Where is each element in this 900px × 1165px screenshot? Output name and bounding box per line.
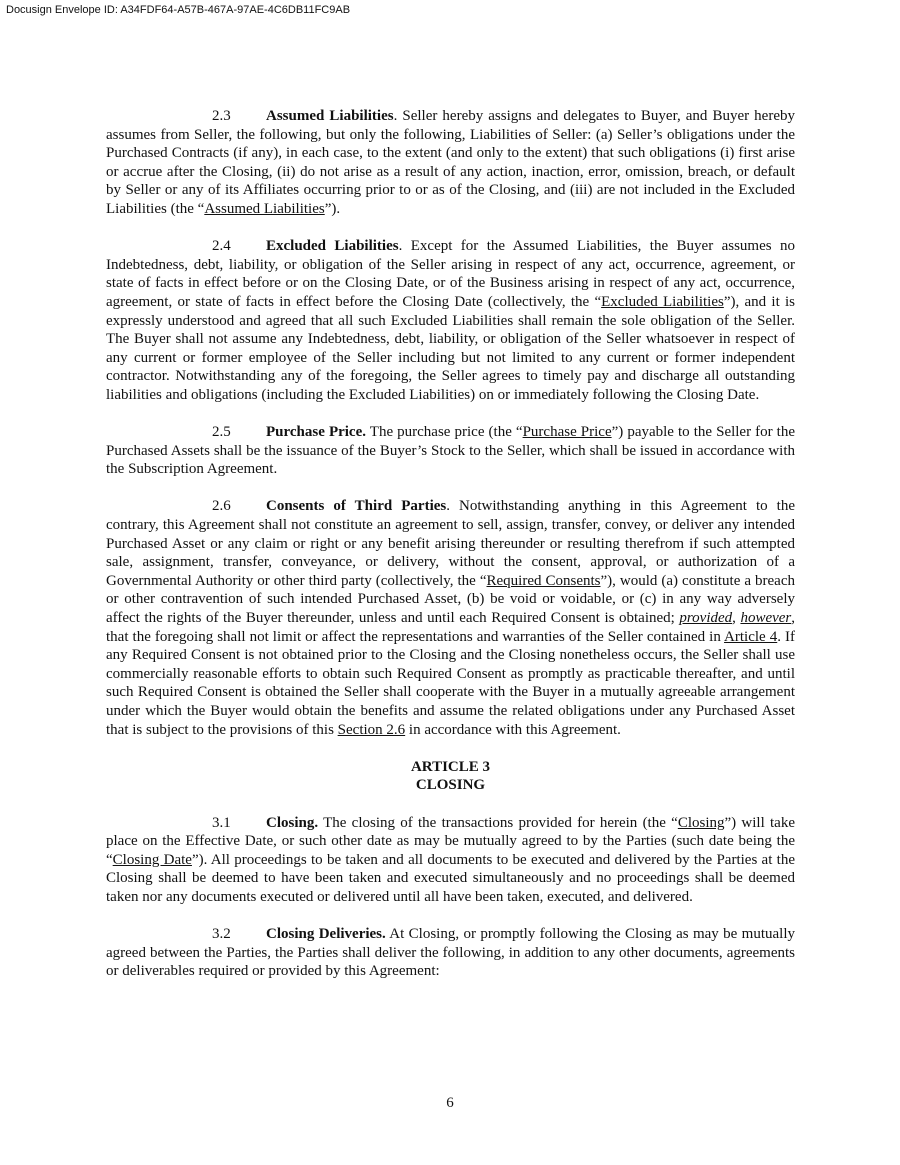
section-text: ”) will take place on the Effective Date, or such other date as may be mutually agreed to by the Parties (such date being the “ — [106, 814, 795, 868]
article-number: ARTICLE 3 — [410, 758, 491, 775]
cross-reference: Section 2.6 — [337, 721, 406, 738]
section-number: 3.1 — [212, 814, 231, 831]
section-2-3 — [106, 107, 795, 219]
section-title: Excluded Liabilities — [266, 238, 399, 255]
section-text: The purchase price (the “ — [366, 424, 523, 441]
section-title: Closing. — [266, 814, 319, 831]
section-3-2 — [106, 925, 795, 981]
section-2-4 — [106, 237, 795, 404]
section-title: Purchase Price. — [266, 424, 366, 441]
section-text: . Except for the Assumed Liabilities, the Buyer assumes no Indebtedness, debt, liability, or obligation of the Seller arising in respect of any act, occurrence, agreement, or state of facts in effect before or on the Closing Date, or of the Business arising in respect of any act, occurrence, agreement, or state of facts in effect before the Closing Date (collectively, the “ — [106, 238, 795, 310]
section-number: 3.2 — [212, 926, 231, 943]
article-title: CLOSING — [415, 777, 486, 794]
section-text: . Notwithstanding anything in this Agreement to the contrary, this Agreement shall not constitute an agreement to sell, assign, transfer, convey, or deliver any intended Purchased Asset or any claim or right or any benefit arising thereunder or resulting therefrom if such attempted sale, assignment, transfer, conveyance, or delivery, without the consent, approval, or authorization of a Governmental Authority or other third party (collectively, the “ — [106, 498, 795, 589]
section-number: 2.5 — [212, 424, 231, 441]
section-title: Closing Deliveries. — [266, 926, 386, 943]
section-text: ”). All proceedings to be taken and all documents to be executed and delivered by the Parties at the Closing shall be deemed to have been taken and executed simultaneously and no proceedings shall be deemed taken nor any documents executed or delivered until all have been taken, executed, and delivered. — [106, 851, 795, 905]
envelope-id: Docusign Envelope ID: A34FDF64-A57B-467A-97AE-4C6DB11FC9AB — [6, 4, 351, 16]
proviso-however: however — [740, 610, 792, 627]
proviso-provided: provided — [679, 610, 733, 627]
section-text: ”), would (a) constitute a breach or other contravention of such intended Purchased Asset, (b) be void or voidable, or (c) in any way adversely affect the rights of the Buyer thereunder, unless and until each Required Consent is obtained; — [106, 572, 795, 627]
defined-term: Assumed Liabilities — [204, 200, 325, 217]
section-title: Assumed Liabilities — [266, 108, 394, 124]
section-text: , that the foregoing shall not limit or affect the representations and warranties of the Seller contained in — [106, 610, 796, 645]
section-text: The closing of the transactions provided for herein (the “ — [318, 814, 678, 831]
defined-term: Closing — [677, 814, 725, 831]
section-text: in accordance with this Agreement. — [405, 721, 621, 738]
defined-term: Required Consents — [486, 572, 601, 589]
section-text: ”). — [324, 200, 341, 217]
section-text: . Seller hereby assigns and delegates to Buyer, and Buyer hereby assumes from Seller, the following, but only the following, Liabilities of Seller: (a) Seller’s obligations under the Purchased Contracts (if any), in each case, to the extent (and only to the extent) that such obligations (i) first arise or accrue after the Closing, (ii) do not arise as a result of any action, inaction, error, omission, breach, or default by Seller or any of its Affiliates occurring prior to or as of the Closing, and (iii) are not included in the Excluded Liabilities (the “ — [106, 108, 795, 217]
article-heading — [106, 758, 795, 795]
section-2-6 — [106, 497, 795, 739]
defined-term: Closing Date — [112, 851, 192, 868]
section-title: Consents of Third Parties — [266, 498, 447, 515]
section-text: . If any Required Consent is not obtained prior to the Closing and the Closing nonetheless occurs, the Seller shall use commercially reasonable efforts to obtain such Required Consent as promptly as practicable thereafter, and until such Required Consent is obtained the Seller shall cooperate with the Buyer in a mutually agreeable arrangement under which the Buyer would obtain the benefits and assume the related obligations under any Purchased Asset that is subject to the provisions of this — [106, 628, 796, 738]
section-number: 2.6 — [212, 498, 231, 515]
section-3-1 — [106, 814, 795, 907]
section-text: ”) payable to the Seller for the Purchased Assets shall be the issuance of the Buyer’s Stock to the Seller, which shall be issued in accordance with the Subscription Agreement. — [106, 424, 796, 478]
section-number: 2.4 — [212, 238, 231, 255]
cross-reference: Article 4 — [724, 628, 778, 645]
section-number: 2.3 — [212, 108, 231, 124]
section-2-5 — [106, 423, 795, 479]
document-body — [106, 107, 795, 1000]
defined-term: Excluded Liabilities — [601, 293, 724, 310]
page-number: 6 — [446, 1095, 454, 1111]
section-text: ”), and it is expressly understood and agreed that all such Excluded Liabilities shall remain the sole obligation of the Seller. The Buyer shall not assume any Indebtedness, debt, liability, or obligation of the Seller whatsoever in respect of any current or former employee of the Seller including but not limited to any current or former independent contractor. Notwithstanding any of the foregoing, the Seller agrees to timely pay and discharge all outstanding liabilities and obligations (including the Excluded Liabilities) on or immediately following the Closing Date. — [106, 293, 795, 403]
section-text: At Closing, or promptly following the Closing as may be mutually agreed between the Parties, the Parties shall deliver the following, in addition to any other documents, agreements or deliverables required or provided by this Agreement: — [106, 926, 795, 980]
defined-term: Purchase Price — [522, 424, 612, 441]
section-text: , — [732, 610, 741, 627]
